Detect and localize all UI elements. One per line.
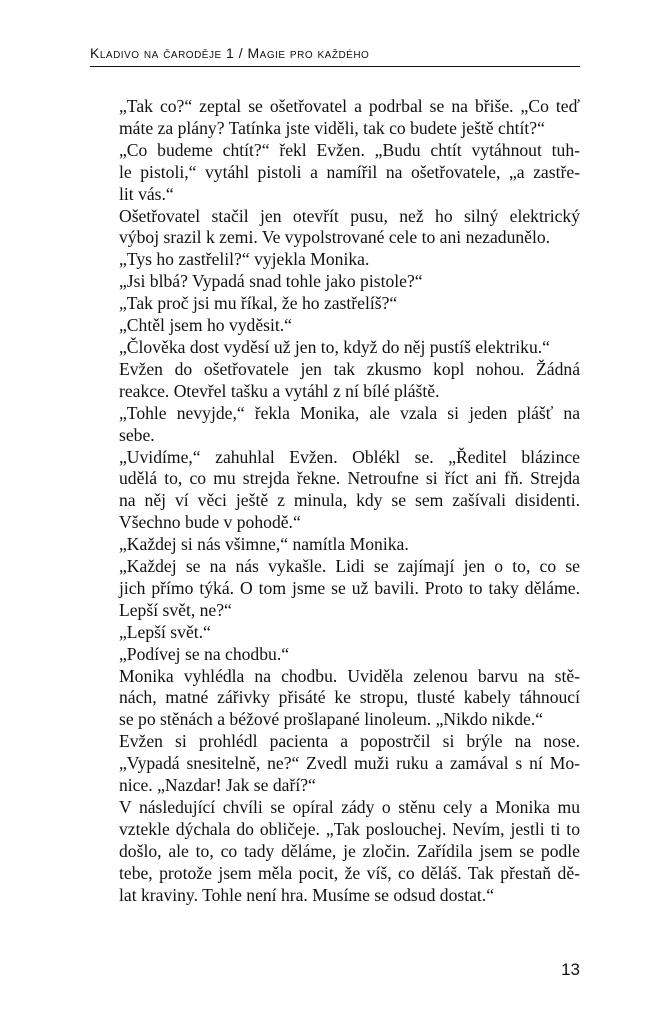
- paragraph: [91, 644, 580, 666]
- text-line: Všechno bude v pohodě.“: [119, 512, 301, 533]
- text-line: vztekle dýchala do obličeje. „Tak poslouchej. Nevím, jestli ti to: [119, 818, 580, 839]
- text-line: se po stěnách a béžové prošlapané linoleum. „Nikdo nikde.“: [119, 709, 544, 730]
- text-line: reakce. Otevřel tašku a vytáhl z ní bílé pláště.: [119, 380, 440, 401]
- header-rule: [90, 66, 580, 67]
- paragraph: [91, 249, 580, 271]
- text-line: lat kraviny. Tohle není hra. Musíme se odsud dostat.“: [119, 884, 495, 905]
- text-line: le pistoli,“ vytáhl pistoli a namířil na ošetřovatele, „a zastře-: [119, 161, 580, 182]
- text-line: udělá to, co mu strejda řekne. Netroufne si říct ani fň. Strejda: [119, 468, 580, 489]
- text-line: sebe.: [119, 424, 155, 445]
- text-line: na něj ví věci ještě z minula, kdy se sem zašívali disidenti.: [119, 490, 580, 511]
- text-line: „Podívej se na chodbu.“: [119, 643, 290, 664]
- paragraph: [91, 337, 580, 359]
- text-line: „Tak co?“ zeptal se ošetřovatel a podrbal se na břiše. „Co teď: [119, 96, 580, 116]
- text-line: nice. „Nazdar! Jak se daří?“: [119, 775, 316, 796]
- text-line: „Chtěl jsem ho vyděsit.“: [119, 315, 292, 336]
- text-line: „Tys ho zastřelil?“ vyjekla Monika.: [119, 249, 370, 270]
- body-text: [91, 96, 580, 907]
- text-line: „Vypadá snesitelně, ne?“ Zvedl muži ruku a zamával s ní Mo-: [119, 753, 580, 774]
- text-line: „Lepší svět.“: [119, 621, 211, 642]
- text-line: došlo, ale to, co tady děláme, je zločin. Zařídila jsem se podle: [119, 840, 580, 861]
- paragraph: [91, 206, 580, 250]
- text-line: „Tohle nevyjde,“ řekla Monika, ale vzala si jeden plášť na: [119, 402, 580, 423]
- text-line: „Tak proč jsi mu říkal, že ho zastřelíš?“: [119, 293, 398, 314]
- paragraph: [91, 534, 580, 556]
- paragraph: [91, 666, 580, 732]
- text-line: nách, matné zářivky přisáté ke stropu, tlusté kabely táhnoucí: [119, 687, 580, 708]
- text-line: Evžen si prohlédl pacienta a popostrčil si brýle na nose.: [119, 731, 580, 752]
- text-line: V následující chvíli se opíral zády o stěnu cely a Monika mu: [119, 797, 580, 817]
- text-line: tebe, protože jsem měla pocit, že víš, co děláš. Tak přestaň dě-: [119, 862, 580, 883]
- paragraph: [91, 96, 580, 140]
- paragraph: [91, 271, 580, 293]
- paragraph: [91, 556, 580, 622]
- paragraph: [91, 447, 580, 535]
- paragraph: [91, 622, 580, 644]
- paragraph: [91, 731, 580, 797]
- paragraph: [91, 315, 580, 337]
- text-line: „Člověka dost vyděsí už jen to, když do něj pustíš elektriku.“: [119, 336, 550, 357]
- running-head: Kladivo na čaroděje 1 / Magie pro každého: [90, 45, 370, 61]
- text-line: „Co budeme chtít?“ řekl Evžen. „Budu chtít vytáhnout tuh-: [119, 139, 580, 160]
- text-line: výboj srazil k zemi. Ve vypolstrované cele to ani nezadunělo.: [119, 227, 551, 248]
- paragraph: [91, 359, 580, 403]
- text-line: „Každej si nás všimne,“ namítla Monika.: [119, 534, 409, 555]
- text-line: „Uvidíme,“ zahuhlal Evžen. Oblékl se. „Ředitel blázince: [119, 446, 580, 467]
- page-number: 13: [561, 960, 580, 979]
- text-line: jich přímo týká. O tom jsme se už bavili. Proto to taky děláme.: [119, 577, 580, 598]
- paragraph: [91, 403, 580, 447]
- text-line: Monika vyhlédla na chodbu. Uviděla zelenou barvu na stě-: [119, 665, 580, 686]
- paragraph: [91, 140, 580, 206]
- text-line: „Jsi blbá? Vypadá snad tohle jako pistole?“: [119, 271, 423, 292]
- paragraph: [91, 293, 580, 315]
- paragraph: [91, 797, 580, 907]
- text-line: Lepší svět, ne?“: [119, 599, 232, 620]
- text-line: máte za plány? Tatínka jste viděli, tak co budete ještě chtít?“: [119, 117, 545, 138]
- text-line: „Každej se na nás vykašle. Lidi se zajímají jen o to, co se: [119, 556, 580, 577]
- text-line: lit vás.“: [119, 183, 174, 204]
- text-line: Ošetřovatel stačil jen otevřít pusu, než ho silný elektrický: [119, 205, 580, 226]
- text-line: Evžen do ošetřovatele jen tak zkusmo kopl nohou. Žádná: [119, 358, 580, 379]
